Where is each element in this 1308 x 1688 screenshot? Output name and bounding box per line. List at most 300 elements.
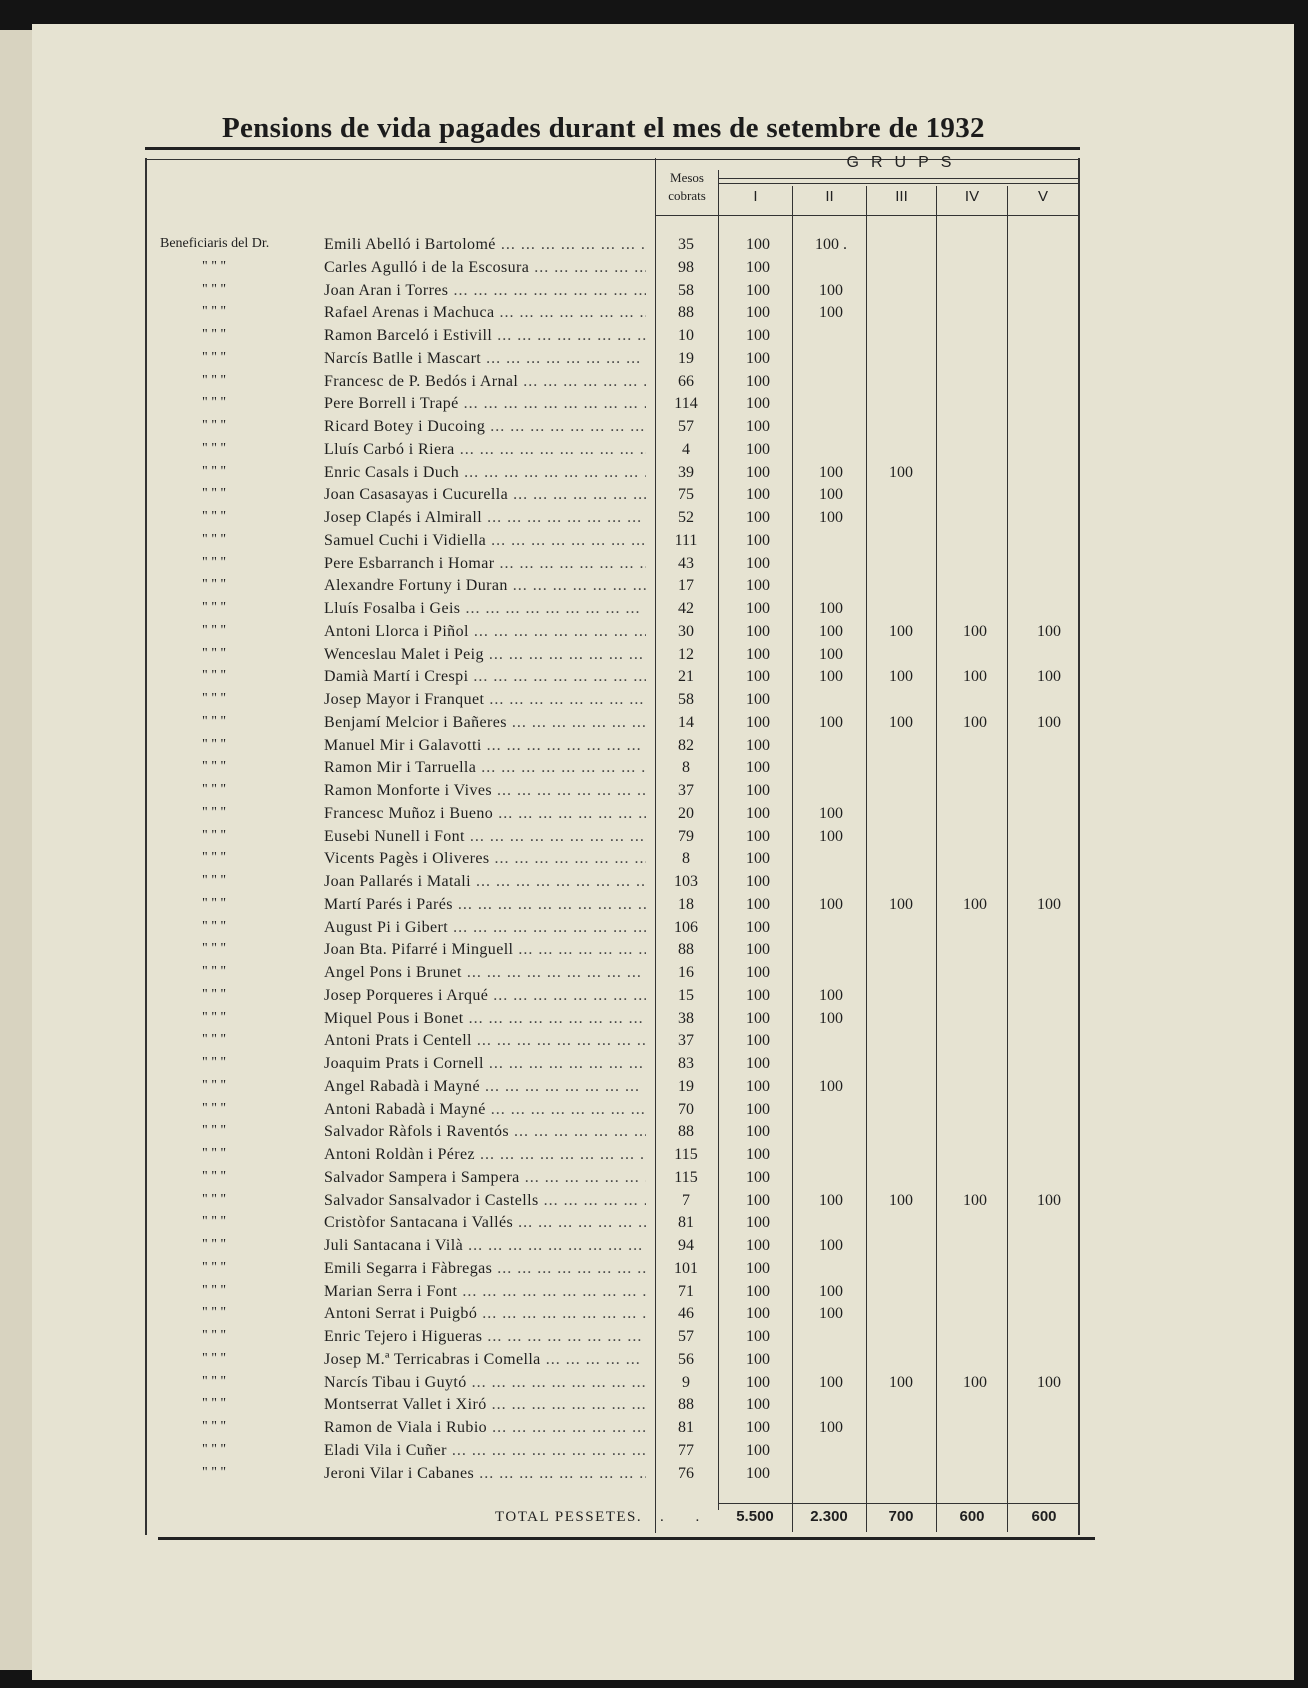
row-prefix: " " " <box>202 372 227 388</box>
group-1-amount: 100 <box>746 691 770 708</box>
group-1-amount: 100 <box>746 281 770 299</box>
beneficiary-name: Juli Santacana i Vilà ... . <box>324 1237 646 1255</box>
table-row <box>0 646 1308 668</box>
row-prefix: " " " <box>202 577 227 593</box>
grups-header: GRUPS <box>846 154 964 171</box>
table-row <box>0 1374 1308 1396</box>
months-collected: 19 <box>678 1077 694 1095</box>
group-1-amount: 100 <box>746 258 770 276</box>
row-prefix: " " " <box>202 1350 227 1366</box>
group-1-amount: 100 <box>746 736 770 754</box>
row-prefix: " " " <box>202 736 227 752</box>
group-1-amount: 100 <box>746 1328 770 1345</box>
months-collected: 30 <box>678 622 694 640</box>
total-group-ii: 2.300 <box>810 1508 848 1525</box>
header-bottom-rule <box>655 215 1078 216</box>
group-1-amount: 100 <box>746 440 770 458</box>
beneficiary-name: Joan Casasayas i Cucurella ... . <box>324 486 646 504</box>
row-prefix: " " " <box>202 782 227 797</box>
beneficiary-name: Eladi Vila i Cuñer ... . <box>324 1442 646 1460</box>
group-1-amount: 100 <box>746 1123 770 1141</box>
table-row <box>0 1465 1308 1487</box>
group-1-amount: 100 <box>746 1441 770 1459</box>
table-row <box>0 1396 1308 1418</box>
months-collected: 16 <box>678 964 694 981</box>
group-4-amount: 100 <box>963 668 987 686</box>
group-5-amount: 100 <box>1037 895 1061 913</box>
beneficiary-name: Carles Agulló i de la Escosura ... . <box>324 259 646 277</box>
beneficiary-name: Ramon Mir i Tarruella ... . <box>324 759 646 777</box>
group-5-amount: 100 <box>1037 622 1061 640</box>
group-3-amount: 100 <box>889 1373 913 1391</box>
group-2-amount: 100 <box>819 509 843 526</box>
group-2-amount: 100 <box>819 827 843 845</box>
row-prefix: " " " <box>202 600 227 615</box>
group-1-amount: 100 <box>746 1146 770 1163</box>
group-1-amount: 100 <box>746 1396 770 1414</box>
group-2-amount: 100 <box>819 281 843 299</box>
months-collected: 8 <box>682 850 690 868</box>
group-1-amount: 100 <box>746 1214 770 1232</box>
beneficiary-name: August Pi i Gibert ... . <box>324 919 646 937</box>
row-prefix: " " " <box>202 486 227 502</box>
group-1-amount: 100 <box>746 509 770 526</box>
group-1-amount: 100 <box>746 531 770 549</box>
beneficiary-name: Lluís Carbó i Riera ... . <box>324 441 646 459</box>
table-row <box>0 691 1308 713</box>
months-collected: 111 <box>674 531 698 549</box>
group-1-amount: 100 <box>746 713 770 731</box>
beneficiary-name: Salvador Sansalvador i Castells ... . <box>324 1192 646 1210</box>
beneficiary-name: Antoni Prats i Centell ... . <box>324 1032 646 1050</box>
group-4-amount: 100 <box>963 1191 987 1209</box>
row-prefix: " " " <box>202 1123 227 1139</box>
group-1-amount: 100 <box>746 873 770 890</box>
group-v-header: V <box>1037 188 1048 205</box>
row-prefix: " " " <box>202 713 227 729</box>
group-1-amount: 100 <box>746 1077 770 1095</box>
table-row <box>0 1146 1308 1168</box>
row-prefix: " " " <box>202 804 227 820</box>
months-collected: 38 <box>678 1009 694 1027</box>
group-2-amount: 100 <box>819 463 843 481</box>
months-collected: 9 <box>682 1373 690 1391</box>
group-5-amount: 100 <box>1037 1373 1061 1391</box>
row-prefix: " " " <box>202 1032 227 1048</box>
beneficiary-name: Martí Parés i Parés ... . <box>324 896 646 914</box>
group-2-amount: 100 <box>819 1009 843 1027</box>
table-row <box>0 941 1308 963</box>
totals-top-rule <box>718 1503 1078 1504</box>
group-2-amount: 100 <box>819 1237 843 1254</box>
beneficiary-name: Antoni Rabadà i Mayné ... . <box>324 1101 646 1119</box>
months-collected: 39 <box>678 463 694 481</box>
table-row <box>0 577 1308 599</box>
group-1-amount: 100 <box>746 804 770 822</box>
months-collected: 88 <box>678 941 694 959</box>
row-prefix: " " " <box>202 1259 227 1275</box>
months-collected: 98 <box>678 258 694 276</box>
months-collected: 88 <box>678 304 694 322</box>
months-collected: 46 <box>678 1305 694 1323</box>
table-row <box>0 1078 1308 1100</box>
row-prefix: " " " <box>202 531 227 547</box>
beneficiary-name: Josep Clapés i Almirall ... . <box>324 509 646 527</box>
beneficiary-name: Joan Pallarés i Matali ... . <box>324 873 646 891</box>
group-1-amount: 100 <box>746 1259 770 1277</box>
table-top-rule <box>145 147 1080 150</box>
table-row <box>0 1237 1308 1259</box>
table-row <box>0 896 1308 918</box>
row-prefix: " " " <box>202 509 227 524</box>
table-row <box>0 623 1308 645</box>
beneficiary-name: Angel Rabadà i Mayné ... . <box>324 1078 646 1096</box>
beneficiary-name: Cristòfor Santacana i Vallés ... . <box>324 1214 646 1232</box>
beneficiary-name: Josep M.ª Terricabras i Comella ... . <box>324 1351 646 1369</box>
row-prefix: " " " <box>202 1373 227 1389</box>
beneficiary-name: Rafael Arenas i Machuca ... . <box>324 304 646 322</box>
row-prefix: " " " <box>202 1396 227 1412</box>
table-row <box>0 737 1308 759</box>
group-3-amount: 100 <box>889 895 913 913</box>
row-prefix: " " " <box>202 463 227 479</box>
table-row <box>0 1283 1308 1305</box>
beneficiary-name: Pere Borrell i Trapé ... . <box>324 395 646 413</box>
months-collected: 37 <box>678 1032 694 1050</box>
cobrats-header: cobrats <box>668 188 706 203</box>
months-collected: 75 <box>678 486 694 504</box>
months-collected: 94 <box>678 1237 694 1254</box>
table-row <box>0 1123 1308 1145</box>
table-row <box>0 486 1308 508</box>
table-row <box>0 327 1308 349</box>
total-dots: . . <box>660 1509 714 1525</box>
row-prefix: " " " <box>202 418 227 433</box>
group-1-amount: 100 <box>746 1009 770 1027</box>
table-row <box>0 1260 1308 1282</box>
table-row <box>0 1101 1308 1123</box>
row-prefix: " " " <box>202 1464 227 1480</box>
table-row <box>0 668 1308 690</box>
total-group-i: 5.500 <box>736 1508 774 1525</box>
row-prefix: " " " <box>202 986 227 1002</box>
table-row <box>0 304 1308 326</box>
beneficiary-name: Enric Casals i Duch ... . <box>324 464 646 482</box>
table-row <box>0 395 1308 417</box>
table-row <box>0 805 1308 827</box>
group-2-amount: 100 <box>819 1282 843 1300</box>
row-prefix: " " " <box>202 827 227 843</box>
group-iii-header: III <box>895 188 908 205</box>
months-collected: 7 <box>682 1191 690 1209</box>
table-row <box>0 1328 1308 1350</box>
months-collected: 79 <box>678 827 694 845</box>
table-row <box>0 759 1308 781</box>
row-prefix: " " " <box>202 258 227 274</box>
total-group-v: 600 <box>1031 1508 1057 1525</box>
beneficiary-name: Miquel Pous i Bonet ... . <box>324 1010 646 1028</box>
group-1-amount: 100 <box>746 941 770 959</box>
row-prefix: " " " <box>202 1328 227 1343</box>
group-1-amount: 100 <box>746 327 770 344</box>
beneficiary-name: Antoni Serrat i Puigbó ... . <box>324 1305 646 1323</box>
page-title: Pensions de vida pagades durant el mes de setembre de 1932 <box>222 112 985 144</box>
beneficiary-name: Wenceslau Malet i Peig ... . <box>324 646 646 664</box>
group-3-amount: 100 <box>889 1191 913 1209</box>
row-prefix: " " " <box>202 554 227 570</box>
table-row <box>0 1032 1308 1054</box>
mesos-header: Mesos <box>670 170 704 185</box>
group-1-amount: 100 <box>746 600 770 617</box>
group-1-amount: 100 <box>746 895 770 913</box>
beneficiary-name: Joaquim Prats i Cornell ... . <box>324 1055 646 1073</box>
table-row <box>0 964 1308 986</box>
group-i-header: I <box>753 188 758 205</box>
group-1-amount: 100 <box>746 1373 770 1391</box>
row-prefix: " " " <box>202 1305 227 1321</box>
row-prefix: " " " <box>202 1441 227 1457</box>
beneficiary-name: Narcís Tibau i Guytó ... . <box>324 1374 646 1392</box>
row-prefix: " " " <box>202 941 227 957</box>
group-2-amount: 100 <box>819 895 843 913</box>
group-2-amount: 100 <box>819 622 843 640</box>
beneficiary-name: Damià Martí i Crespi ... . <box>324 668 646 686</box>
table-row <box>0 1169 1308 1191</box>
beneficiary-name: Francesc Muñoz i Bueno ... . <box>324 805 646 823</box>
row-prefix: " " " <box>202 895 227 911</box>
months-collected: 15 <box>678 986 694 1004</box>
months-collected: 35 <box>678 236 694 253</box>
months-collected: 56 <box>678 1350 694 1368</box>
months-collected: 12 <box>678 645 694 663</box>
months-collected: 20 <box>678 804 694 822</box>
group-1-amount: 100 <box>746 964 770 981</box>
table-row <box>0 350 1308 372</box>
group-1-amount: 100 <box>746 986 770 1004</box>
beneficiary-name: Benjamí Melcior i Bañeres ... . <box>324 714 646 732</box>
beneficiary-name: Enric Tejero i Higueras ... . <box>324 1328 646 1346</box>
table-row <box>0 782 1308 804</box>
group-2-amount: 100 <box>819 668 843 686</box>
row-prefix: " " " <box>202 1191 227 1207</box>
group-1-amount: 100 <box>746 1464 770 1482</box>
months-collected: 43 <box>678 554 694 572</box>
group-1-amount: 100 <box>746 1191 770 1209</box>
row-prefix: " " " <box>202 1055 227 1070</box>
group-1-amount: 100 <box>746 1419 770 1436</box>
group-1-amount: 100 <box>746 236 770 253</box>
group-1-amount: 100 <box>746 1100 770 1118</box>
group-1-amount: 100 <box>746 850 770 868</box>
beneficiary-name: Joan Aran i Torres ... . <box>324 282 646 300</box>
group-1-amount: 100 <box>746 1032 770 1050</box>
group-1-amount: 100 <box>746 418 770 435</box>
grups-rule-2 <box>718 183 1078 184</box>
group-2-amount: 100 <box>819 986 843 1004</box>
group-2-amount: 100 <box>819 1191 843 1209</box>
group-1-amount: 100 <box>746 1282 770 1300</box>
total-group-iii: 700 <box>888 1508 914 1525</box>
row-prefix: " " " <box>202 1282 227 1298</box>
group-ii-header: II <box>825 188 834 205</box>
beneficiary-name: Lluís Fosalba i Geis ... . <box>324 600 646 618</box>
row-prefix: " " " <box>202 281 227 297</box>
months-collected: 57 <box>678 418 694 435</box>
row-prefix: " " " <box>202 964 227 979</box>
group-3-amount: 100 <box>889 713 913 731</box>
table-row <box>0 1192 1308 1214</box>
group-1-amount: 100 <box>746 1350 770 1368</box>
beneficiary-name: Ramon Barceló i Estivill ... . <box>324 327 646 345</box>
group-1-amount: 100 <box>746 463 770 481</box>
group-2-amount: 100 <box>819 1305 843 1323</box>
table-row <box>0 873 1308 895</box>
months-collected: 101 <box>674 1259 698 1277</box>
group-2-amount: 100 <box>819 1373 843 1391</box>
group-1-amount: 100 <box>746 395 770 413</box>
months-collected: 58 <box>678 691 694 708</box>
table-row <box>0 714 1308 736</box>
table-row <box>0 1214 1308 1236</box>
months-collected: 17 <box>678 577 694 595</box>
group-3-amount: 100 <box>889 622 913 640</box>
group-2-amount: 100 <box>819 1077 843 1095</box>
group-1-amount: 100 <box>746 349 770 367</box>
beneficiary-name: Antoni Roldàn i Pérez ... . <box>324 1146 646 1164</box>
group-1-amount: 100 <box>746 645 770 663</box>
beneficiary-name: Angel Pons i Brunet ... . <box>324 964 646 982</box>
row-prefix: " " " <box>202 918 227 934</box>
months-collected: 83 <box>678 1055 694 1072</box>
group-2-amount: 100 <box>819 486 843 504</box>
group-1-amount: 100 <box>746 1237 770 1254</box>
table-row <box>0 532 1308 554</box>
months-collected: 81 <box>678 1214 694 1232</box>
group-2-amount: 100 <box>819 645 843 663</box>
months-collected: 70 <box>678 1100 694 1118</box>
grups-rule-1 <box>718 178 1078 179</box>
table-row <box>0 1305 1308 1327</box>
row-prefix: Beneficiaris del Dr. <box>160 236 270 251</box>
row-prefix: " " " <box>202 873 227 888</box>
table-row <box>0 373 1308 395</box>
months-collected: 81 <box>678 1419 694 1436</box>
beneficiary-name: Montserrat Vallet i Xiró ... . <box>324 1396 646 1414</box>
group-2-amount: 100 <box>819 304 843 322</box>
group-1-amount: 100 <box>746 577 770 595</box>
months-collected: 10 <box>678 327 694 344</box>
beneficiary-name: Emili Segarra i Fàbregas ... . <box>324 1260 646 1278</box>
beneficiary-name: Eusebi Nunell i Font ... . <box>324 828 646 846</box>
group-1-amount: 100 <box>746 759 770 777</box>
table-row <box>0 236 1308 258</box>
group-4-amount: 100 <box>963 622 987 640</box>
row-prefix: " " " <box>202 1168 227 1184</box>
months-collected: 52 <box>678 509 694 526</box>
months-collected: 106 <box>674 918 698 936</box>
months-collected: 82 <box>678 736 694 754</box>
beneficiary-name: Pere Esbarranch i Homar ... . <box>324 555 646 573</box>
group-2-amount: 100 <box>819 713 843 731</box>
group-1-amount: 100 <box>746 782 770 799</box>
table-row <box>0 1010 1308 1032</box>
months-collected: 37 <box>678 782 694 799</box>
group-1-amount: 100 <box>746 668 770 686</box>
table-row <box>0 987 1308 1009</box>
group-5-amount: 100 <box>1037 668 1061 686</box>
row-prefix: " " " <box>202 691 227 706</box>
row-prefix: " " " <box>202 349 227 365</box>
row-prefix: " " " <box>202 395 227 411</box>
beneficiary-name: Ramon de Viala i Rubio ... . <box>324 1419 646 1437</box>
table-row <box>0 600 1308 622</box>
group-1-amount: 100 <box>746 918 770 936</box>
months-collected: 57 <box>678 1328 694 1345</box>
group-4-amount: 100 <box>963 713 987 731</box>
group-4-amount: 100 <box>963 1373 987 1391</box>
months-collected: 42 <box>678 600 694 617</box>
row-prefix: " " " <box>202 1100 227 1116</box>
beneficiary-name: Narcís Batlle i Mascart ... . <box>324 350 646 368</box>
table-row <box>0 464 1308 486</box>
beneficiary-name: Manuel Mir i Galavotti ... . <box>324 737 646 755</box>
months-collected: 103 <box>674 873 698 890</box>
group-1-amount: 100 <box>746 622 770 640</box>
group-1-amount: 100 <box>746 1305 770 1323</box>
beneficiary-name: Vicents Pagès i Oliveres ... . <box>324 850 646 868</box>
table-row <box>0 441 1308 463</box>
beneficiary-name: Josep Porqueres i Arqué ... . <box>324 987 646 1005</box>
table-row <box>0 418 1308 440</box>
row-prefix: " " " <box>202 327 227 342</box>
beneficiary-name: Alexandre Fortuny i Duran ... . <box>324 577 646 595</box>
beneficiary-name: Emili Abelló i Bartolomé ... . <box>324 236 646 254</box>
row-prefix: " " " <box>202 304 227 320</box>
group-1-amount: 100 <box>746 1168 770 1186</box>
months-collected: 14 <box>678 713 694 731</box>
table-row <box>0 919 1308 941</box>
table-row <box>0 282 1308 304</box>
months-collected: 58 <box>678 281 694 299</box>
beneficiary-name: Josep Mayor i Franquet ... . <box>324 691 646 709</box>
months-collected: 77 <box>678 1441 694 1459</box>
months-collected: 76 <box>678 1464 694 1482</box>
table-row <box>0 259 1308 281</box>
row-prefix: " " " <box>202 1009 227 1025</box>
table-bottom-rule <box>158 1537 1095 1540</box>
row-prefix: " " " <box>202 440 227 456</box>
months-collected: 18 <box>678 895 694 913</box>
row-prefix: " " " <box>202 645 227 661</box>
row-prefix: " " " <box>202 1237 227 1252</box>
months-collected: 88 <box>678 1123 694 1141</box>
beneficiary-name: Antoni Llorca i Piñol ... . <box>324 623 646 641</box>
group-4-amount: 100 <box>963 895 987 913</box>
group-2-amount: 100 <box>819 804 843 822</box>
table-row <box>0 1442 1308 1464</box>
row-prefix: " " " <box>202 668 227 684</box>
beneficiary-name: Salvador Sampera i Sampera ... . <box>324 1169 646 1187</box>
beneficiary-name: Samuel Cuchi i Vidiella ... . <box>324 532 646 550</box>
months-collected: 4 <box>682 440 690 458</box>
beneficiary-name: Jeroni Vilar i Cabanes ... . <box>324 1465 646 1483</box>
total-group-iv: 600 <box>959 1508 985 1525</box>
row-prefix: " " " <box>202 759 227 775</box>
beneficiary-name: Marian Serra i Font ... . <box>324 1283 646 1301</box>
months-collected: 8 <box>682 759 690 777</box>
table-row <box>0 828 1308 850</box>
group-1-amount: 100 <box>746 1055 770 1072</box>
